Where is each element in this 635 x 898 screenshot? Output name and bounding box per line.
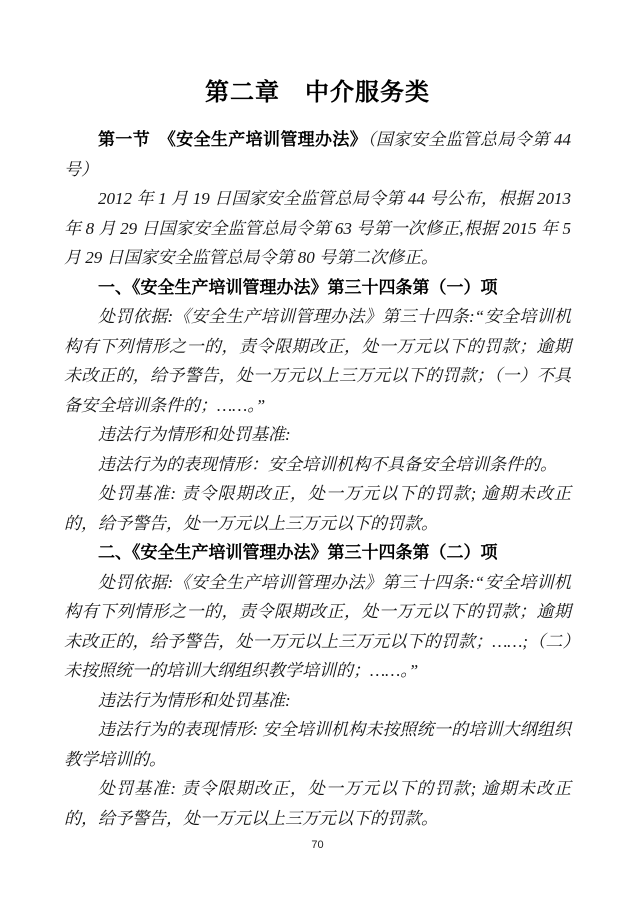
- paragraph-revision-history: 2012 年 1 月 19 日国家安全监管总局令第 44 号公布，根据 2013 年 8 月 29 日国家安全监管总局令第 63 号第一次修正,根据 2015 年 5 月 29 日国家安全监管总局令第 80 号第二次修正。: [64, 189, 571, 267]
- section-heading: [64, 125, 571, 184]
- paragraph-penalty-standard-2: 处罚基准: 责令限期改正，处一万元以下的罚款; 逾期未改正的，给予警告，处一万元以上三万元以下的罚款。: [64, 779, 571, 828]
- item-heading-2: 二、《安全生产培训管理办法》第三十四条第（二）项: [98, 543, 498, 562]
- item-heading-1: 一、《安全生产培训管理办法》第三十四条第（一）项: [98, 277, 498, 297]
- paragraph-violation-label-2: 违法行为情形和处罚基准:: [98, 690, 291, 710]
- chapter-title: 第二章 中介服务类: [205, 80, 430, 106]
- paragraph-penalty-basis-2: 处罚依据:《安全生产培训管理办法》第三十四条:“安全培训机构有下列情形之一的，责令限期改正，处一万元以下的罚款；逾期未改正的，给予警告，处一万元以上三万元以下的罚款；……;（二）未按照统一的培训大纲组织教学培训的；……。”: [64, 572, 571, 680]
- paragraph-violation-label-1: 违法行为情形和处罚基准:: [98, 425, 291, 444]
- paragraph-penalty-basis-1: 处罚依据:《安全生产培训管理办法》第三十四条:“安全培训机构有下列情形之一的，责令限期改正，处一万元以下的罚款；逾期未改正的，给予警告，处一万元以上三万元以下的罚款；（一）不具备安全培训条件的；……。”: [64, 307, 571, 415]
- paragraph-violation-form-2: 违法行为的表现情形: 安全培训机构未按照统一的培训大纲组织教学培训的。: [64, 720, 571, 769]
- section-heading-title: 第一节 《安全生产培训管理办法》: [98, 130, 368, 149]
- paragraph-violation-form-1: 违法行为的表现情形：安全培训机构不具备安全培训条件的。: [98, 454, 557, 474]
- section-heading-note: （国家安全监管总局令第 44 号）: [64, 130, 572, 179]
- page-number: 70: [311, 839, 324, 851]
- paragraph-penalty-standard-1: 处罚基准: 责令限期改正，处一万元以下的罚款; 逾期未改正的，给予警告，处一万元以上三万元以下的罚款。: [64, 484, 571, 533]
